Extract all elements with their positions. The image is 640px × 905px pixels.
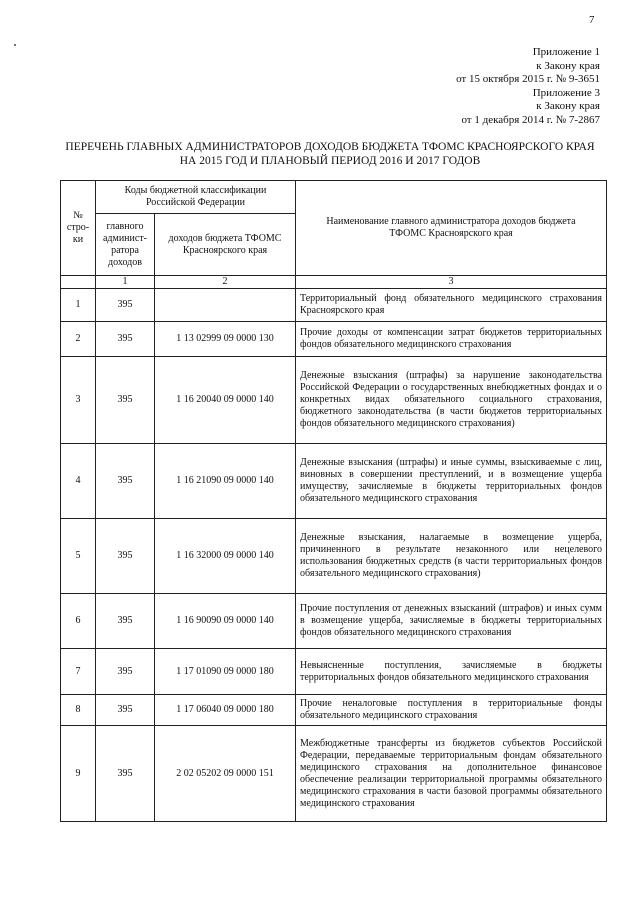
income-code-cell: 1 16 90090 09 0000 140 bbox=[155, 594, 296, 649]
table-row bbox=[61, 444, 607, 519]
income-code-cell: 2 02 05202 09 0000 151 bbox=[155, 726, 296, 822]
income-code-cell: 1 13 02999 09 0000 130 bbox=[155, 322, 296, 357]
administrator-name-cell: Прочие неналоговые поступления в территориальные фонды обязательного медицинского страхования bbox=[296, 695, 607, 726]
header-row-number: № стро- ки bbox=[61, 181, 96, 276]
column-number: 1 bbox=[96, 276, 155, 289]
table-row bbox=[61, 289, 607, 322]
table-row bbox=[61, 519, 607, 594]
appendix-line: к Закону края bbox=[536, 100, 600, 113]
row-number-cell: 9 bbox=[61, 726, 96, 822]
column-number-empty bbox=[61, 276, 96, 289]
income-code-cell: 1 16 20040 09 0000 140 bbox=[155, 357, 296, 444]
table-row bbox=[61, 322, 607, 357]
admin-code-cell: 395 bbox=[96, 726, 155, 822]
admin-code-cell: 395 bbox=[96, 444, 155, 519]
admin-code-cell: 395 bbox=[96, 357, 155, 444]
header-admin-code: главного админист- ратора доходов bbox=[96, 214, 155, 276]
row-number-cell: 8 bbox=[61, 695, 96, 726]
header-income-code: доходов бюджета ТФОМС Красноярского края bbox=[155, 214, 296, 276]
administrator-name-cell: Прочие поступления от денежных взысканий (штрафов) и иных сумм в возмещение ущерба, зачисляемые в бюджеты территориальных фондов обязательного медицинского страхования bbox=[296, 594, 607, 649]
row-number-cell: 4 bbox=[61, 444, 96, 519]
page-number: 7 bbox=[589, 14, 595, 26]
appendix-line: от 1 декабря 2014 г. № 7-2867 bbox=[461, 113, 600, 126]
appendix-line: от 15 октября 2015 г. № 9-3651 bbox=[456, 73, 600, 86]
row-number-cell: 3 bbox=[61, 357, 96, 444]
admin-code-cell: 395 bbox=[96, 519, 155, 594]
title-line: НА 2015 ГОД И ПЛАНОВЫЙ ПЕРИОД 2016 И 2017 ГОДОВ bbox=[179, 155, 481, 167]
table-row bbox=[61, 649, 607, 695]
row-number-cell: 2 bbox=[61, 322, 96, 357]
appendix-line: Приложение 3 bbox=[532, 86, 600, 99]
header-name: Наименование главного администратора доходов бюджета ТФОМС Красноярского края bbox=[296, 181, 607, 276]
table-row bbox=[61, 695, 607, 726]
administrator-name-cell: Невыясненные поступления, зачисляемые в бюджеты территориальных фондов обязательного медицинского страхования bbox=[296, 649, 607, 695]
administrators-table bbox=[60, 180, 607, 822]
row-number-cell: 7 bbox=[61, 649, 96, 695]
admin-code-cell: 395 bbox=[96, 594, 155, 649]
table-row bbox=[61, 357, 607, 444]
row-number-cell: 1 bbox=[61, 289, 96, 322]
document-title bbox=[60, 140, 600, 168]
column-number: 3 bbox=[296, 276, 607, 289]
administrator-name-cell: Межбюджетные трансферты из бюджетов субъектов Российской Федерации, передаваемые территориальным фондам обязательного медицинского страхования на дополнительное финансовое обеспечение реализации территориальной программы обязательного медицинского страхования в части базовой программы обязательного медицинского страхования bbox=[296, 726, 607, 822]
table-row bbox=[61, 594, 607, 649]
row-number-cell: 6 bbox=[61, 594, 96, 649]
admin-code-cell: 395 bbox=[96, 649, 155, 695]
income-code-cell: 1 16 32000 09 0000 140 bbox=[155, 519, 296, 594]
table-row bbox=[61, 726, 607, 822]
income-code-cell: 1 17 01090 09 0000 180 bbox=[155, 649, 296, 695]
administrator-name-cell: Денежные взыскания (штрафы) и иные суммы, взыскиваемые с лиц, виновных в совершении преступлений, и в возмещение ущерба имуществу, зачисляемые в бюджеты территориальных фондов обязательного медицинского страхования bbox=[296, 444, 607, 519]
income-code-cell: 1 17 06040 09 0000 180 bbox=[155, 695, 296, 726]
admin-code-cell: 395 bbox=[96, 695, 155, 726]
administrator-name-cell: Территориальный фонд обязательного медицинского страхования Красноярского края bbox=[296, 289, 607, 322]
admin-code-cell: 395 bbox=[96, 322, 155, 357]
column-number: 2 bbox=[155, 276, 296, 289]
administrator-name-cell: Денежные взыскания (штрафы) за нарушение законодательства Российской Федерации о государственных внебюджетных фондах и о конкретных видах обязательного социального страхования, бюджетного законодательства (в части бюджетов территориальных фондов обязательного медицинского страхования) bbox=[296, 357, 607, 444]
administrator-name-cell: Прочие доходы от компенсации затрат бюджетов территориальных фондов обязательного медицинского страхования bbox=[296, 322, 607, 357]
appendix-header bbox=[456, 46, 600, 128]
header-codes-group: Коды бюджетной классификации Российской Федерации bbox=[96, 181, 296, 214]
scan-speck bbox=[14, 44, 16, 46]
admin-code-cell: 395 bbox=[96, 289, 155, 322]
income-code-cell: 1 16 21090 09 0000 140 bbox=[155, 444, 296, 519]
appendix-line: к Закону края bbox=[536, 59, 600, 72]
income-code-cell bbox=[155, 289, 296, 322]
administrator-name-cell: Денежные взыскания, налагаемые в возмещение ущерба, причиненного в результате незаконного или нецелевого использования бюджетных средств (в части территориальных фондов обязательного медицинского страхования) bbox=[296, 519, 607, 594]
title-line: ПЕРЕЧЕНЬ ГЛАВНЫХ АДМИНИСТРАТОРОВ ДОХОДОВ БЮДЖЕТА ТФОМС КРАСНОЯРСКОГО КРАЯ bbox=[65, 141, 595, 153]
appendix-line: Приложение 1 bbox=[532, 46, 600, 58]
row-number-cell: 5 bbox=[61, 519, 96, 594]
